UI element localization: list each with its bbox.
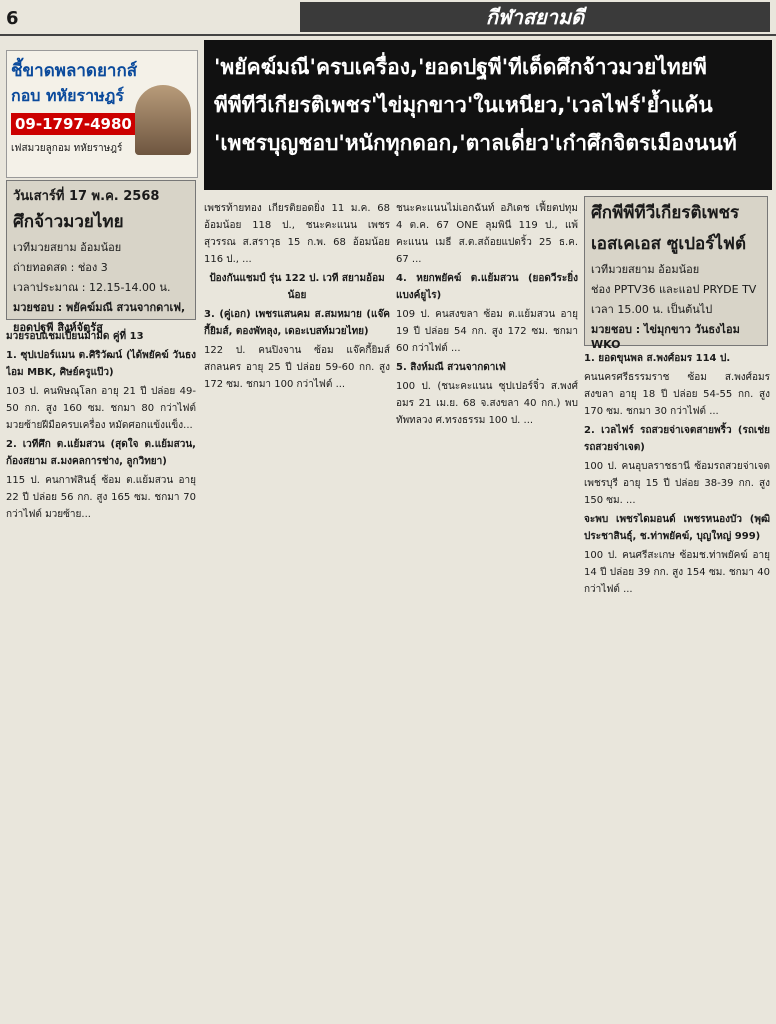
article-paragraph: 122 ป. คนปิงจาน ซ้อม แจ๊คกี้ยิมส์ สกลนคร อายุ 25 ปี ปล่อย 59-60 กก. สูง 172 ซม. ชกมา 100 กว่าไฟต์ ...	[204, 345, 390, 390]
event-pick: มวยชอบ : ไข่มุกขาว วันธงไอม WKO	[591, 323, 740, 351]
columnist-banner	[6, 50, 198, 178]
event-title-2: เอสเคเอส ซูเปอร์ไฟต์	[591, 234, 747, 254]
article-paragraph: 100 ป. คนอุบลราชธานี ซ้อมรถสวยจ่าเจต เพชรบุรี อายุ 15 ปี ปล่อย 38-39 กก. สูง 150 ซม. ...	[584, 461, 770, 506]
article-column-4	[584, 350, 770, 1018]
columnist-phone: 09-1797-4980	[11, 113, 136, 135]
headline-line: 'พยัคฆ์มณี'ครบเครื่อง,'ยอดปฐพี'ทีเด็ดศึกจ้าวมวยไทยพี	[214, 55, 707, 79]
event-time: เวลาประมาณ : 12.15-14.00 น.	[13, 281, 171, 294]
event-venue: เวทีมวยสยาม อ้อมน้อย	[13, 241, 122, 254]
columnist-photo	[135, 85, 191, 155]
article-column-2	[204, 200, 390, 1018]
event-pick: มวยชอบ : พยัคฆ์มณี สวนจากดาเฟ,	[13, 301, 186, 314]
article-paragraph: เพชรท้ายทอง เกียรติยอดยิ่ง 11 ม.ค. 68 อ้อมน้อย 118 ป., ชนะคะแนน เพชรสุวรรณ ส.สราวุธ 15 ก.พ. 68 อ้อมน้อย 116 ป., ...	[204, 203, 390, 265]
event-venue: เวทีมวยสยาม อ้อมน้อย	[591, 263, 700, 276]
headline-line: พีพีทีวีเกียรติเพชร'ไข่มุกขาว'ในเหนียว,'เวลไฟร์'ย้ำแค้น	[214, 93, 713, 117]
event-date: วันเสาร์ที่ 17 พ.ค. 2568	[13, 189, 160, 204]
section-masthead: กีฬาสยามดี	[300, 2, 770, 32]
event-box-right	[584, 196, 768, 351]
event-broadcast: ถ่ายทอดสด : ช่อง 3	[13, 261, 108, 274]
event-broadcast: ช่อง PPTV36 และแอป PRYDE TV	[591, 283, 757, 296]
article-column-3	[396, 200, 578, 1018]
article-paragraph: 109 ป. คนสงขลา ซ้อม ต.แย้มสวน อายุ 19 ปี ปล่อย 54 กก. สูง 172 ซม. ชกมา 60 กว่าไฟต์ ...	[396, 309, 578, 354]
fight-heading: 1. ซุปเปอร์แมน ต.ศิริวัฒน์ (ได้พยัคฆ์ วันธงไอม MBK, ศิษย์ครูแป๊ว)	[6, 350, 196, 378]
masthead-rule	[0, 34, 776, 36]
article-paragraph: คนนครศรีธรรมราช ซ้อม ส.พงศ์อมร สงขลา อายุ 18 ปี ปล่อย 54-55 กก. สูง 170 ซม. ชกมา 30 กว่าไฟต์ ...	[584, 372, 770, 417]
article-paragraph: 103 ป. คนพิษณุโลก อายุ 21 ปี ปล่อย 49-50 กก. สูง 160 ซม. ชกมา 80 กว่าไฟต์ มวยซ้ายฝีมือครบเครื่อง หมัดศอกแข้งแข็ง...	[6, 386, 196, 431]
article-paragraph: ชนะคะแนนไม่เอกฉันท์ อภิเดช เฟี้ยตปทุม 4 ต.ค. 67 ONE ลุมพินี 119 ป., แพ้คะแนน เมธี ส.ต.สถ้อยแปดริ้ว 25 ธ.ค. 67 ...	[396, 203, 578, 265]
fight-heading: จะพบ เพชรไดมอนด์ เพชรหนองบัว (พุฒิประชาสินธุ์, ช.ท่าพยัคฆ์, บุญใหญ่ 999)	[584, 514, 770, 542]
headline-box	[204, 40, 772, 190]
article-column-1	[6, 328, 196, 1018]
page-number: 6	[6, 8, 19, 29]
fight-heading: 4. หยกพยัคฆ์ ต.แย้มสวน (ยอดวีระยิ่ง แบงค์ยูไร)	[396, 273, 578, 301]
fight-heading: 2. เวลไฟร์ รถสวยจ่าเจตสายพริ้ว (รถเช่ย รถสวยจ่าเจต)	[584, 425, 770, 453]
event-pick-2: ยอดปฐพี สิงห์จัตุรัส	[13, 321, 103, 334]
fight-heading: 2. เวทีศึก ต.แย้มสวน (สุดใจ ต.แย้มสวน, ก้องสยาม ส.มงคลการช่าง, ลูกวิทยา)	[6, 439, 196, 467]
fight-heading: 5. สิงห์มณี สวนจากดาเฟ่	[396, 362, 506, 373]
event-title: ศึกพีพีทีวีเกียรติเพชร	[591, 203, 740, 223]
columnist-facebook: เฟสมวยลูกอม ทหัยราษฎร์	[11, 143, 123, 154]
headline-line: 'เพชรบุญชอบ'หนักทุกดอก,'ตาลเดี่ยว'เก๋าศึกจิตรเมืองนนท์	[214, 131, 737, 155]
event-box-left	[6, 180, 196, 334]
event-time: เวลา 15.00 น. เป็นต้นไป	[591, 303, 713, 316]
article-paragraph: 100 ป. (ชนะคะแนน ซุปเปอร์จิ๋ว ส.พงศ์อมร 21 เม.ย. 68 จ.สงขลา 40 กก.) พบ ทัพทลวง ศ.ทรงธรรม 100 ป. ...	[396, 381, 578, 426]
fight-heading: มวยรอบแชมเปี้ยนม้ามืด คู่ที่ 13	[6, 331, 144, 342]
article-paragraph: 100 ป. คนศรีสะเกษ ซ้อมช.ท่าพยัคฆ์ อายุ 14 ปี ปล่อย 39 กก. สูง 154 ซม. ชกมา 40 กว่าไฟต์ ...	[584, 550, 770, 595]
columnist-name: กอบ ทหัยราษฎร์	[11, 86, 124, 105]
fight-heading: ป้องกันแชมป์ รุ่น 122 ป. เวที สยามอ้อมน้อย	[209, 273, 385, 301]
fight-heading: 1. ยอดขุนพล ส.พงศ์อมร 114 ป.	[584, 353, 731, 364]
column-title: ชี้ขาดพลาดยากส์	[11, 61, 138, 81]
event-title: ศึกจ้าวมวยไทย	[13, 212, 124, 232]
article-paragraph: 115 ป. คนกาฬสินธุ์ ซ้อม ต.แย้มสวน อายุ 22 ปี ปล่อย 56 กก. สูง 165 ซม. ชกมา 70 กว่าไฟต์ มวยซ้าย...	[6, 475, 196, 520]
fight-heading: 3. (คู่เอก) เพชรแสนคม ส.สมหมาย (แจ๊คกี้ยิมส์, ตองพัทลุง, เดอะเบสท์มวยไทย)	[204, 309, 390, 337]
